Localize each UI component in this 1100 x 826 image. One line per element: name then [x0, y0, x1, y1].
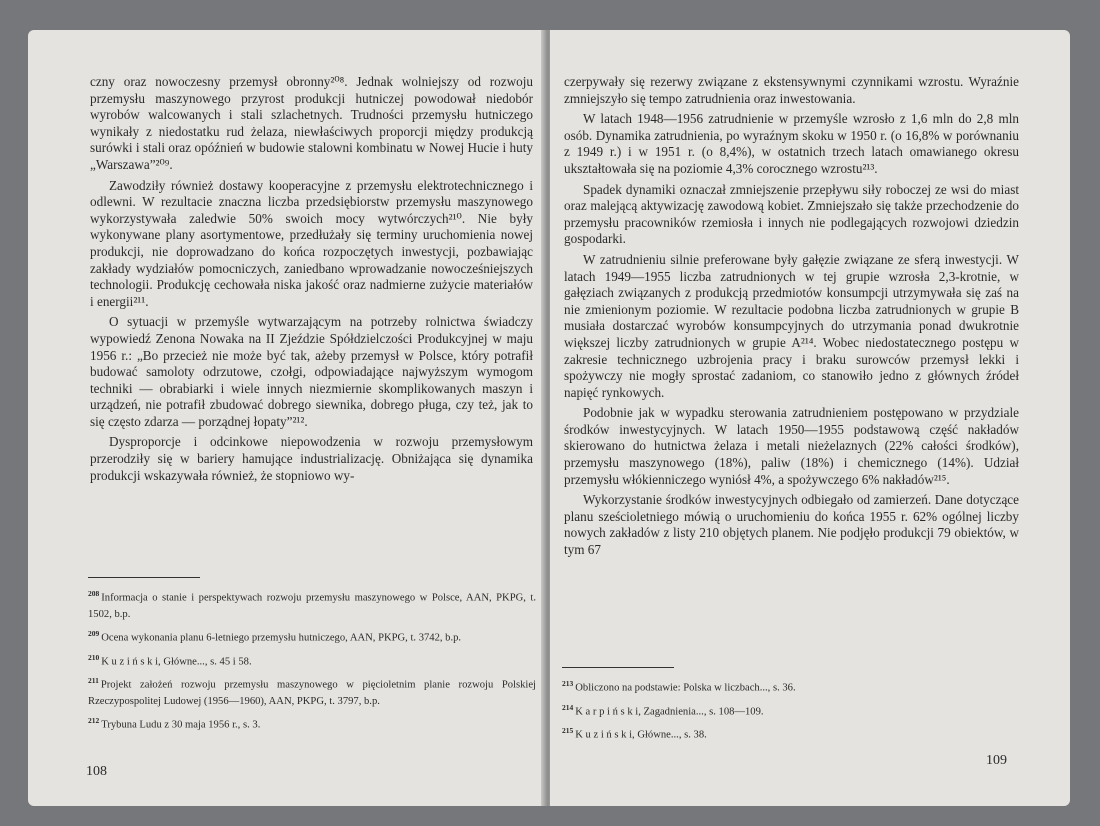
right-page	[550, 30, 1070, 806]
footnote-text: Ocena wykonania planu 6-letniego przemysłu hutniczego, AAN, PKPG, t. 3742, b.p.	[101, 632, 462, 644]
footnote-number: 212	[88, 716, 100, 726]
footnote	[562, 723, 1017, 744]
paragraph: W latach 1948—1956 zatrudnienie w przemyśle wzrosło z 1,6 mln do 2,8 mln osób. Dynamika zatrudnienia, po wyraźnym skoku w 1950 r. (o 16,8% w porównaniu z 1949 r.) i w 1951 r. (o 8,4%), w ostatnich trzech latach omawianego okresu ukształtowała się na poziomie 4,3% corocznego wzrostu²¹³.	[564, 111, 1019, 176]
footnote	[88, 713, 536, 734]
footnote-text: K u z i ń s k i, Główne..., s. 38.	[575, 730, 707, 741]
footnote	[562, 676, 1017, 697]
footnote	[88, 626, 536, 647]
footnote-text: Projekt założeń rozwoju przemysłu maszynowego w pięcioletnim planie rozwoju Polskiej Rzeczypospolitej Ludowej (1956—1960), AAN, PKPG, t. 3797, b.p.	[88, 679, 536, 708]
footnote-divider	[562, 667, 674, 668]
footnote	[88, 586, 536, 623]
footnote-number: 214	[562, 702, 574, 712]
footnote	[562, 700, 1017, 721]
footnote-number: 215	[562, 726, 574, 736]
paragraph: Wykorzystanie środków inwestycyjnych odbiegało od zamierzeń. Dane dotyczące planu sześcioletniego mówią o uruchomieniu do końca 1955 r. 62% ogólnej liczby nowych zakładów z listy 210 objętych planem. Nie podjęło produkcji 79 obiektów, w tym 67	[564, 492, 1019, 558]
paragraph: Podobnie jak w wypadku sterowania zatrudnieniem postępowano w przydziale środków inwestycyjnych. W latach 1950—1955 podstawową część nakładów skierowano do hutnictwa żelaza i metali nieżelaznych (22% całości środków), przemysłu maszynowego (18%), paliw (18%) i chemicznego (14%). Udział przemysłu włókienniczego wyniósł 4%, a spożywczego 6% nakładów²¹⁵.	[564, 405, 1019, 487]
right-footnotes	[562, 676, 1017, 747]
paragraph: W zatrudnieniu silnie preferowane były gałęzie związane ze sferą inwestycji. W latach 1949—1955 liczba zatrudnionych w tej grupie wzrosła 2,3-krotnie, w gałęziach związanych z produkcją przedmiotów konsumpcji utrzymywała się zaś na nie zmienionym poziomie. W rezultacie podobna liczba zatrudnionych w grupie B musiała dostarczać wyrobów konsumpcyjnych do utrzymania ponad dwukrotnie większej liczby zatrudnionych w grupie A²¹⁴. Wobec niedostatecznego postępu w zakresie technicznego uzbrojenia pracy i braku surowców przemysł lekki i spożywczy nie mogły sprostać zadaniom, co stanowiło jedno z głównych źródeł napięć rynkowych.	[564, 251, 1019, 400]
footnote-text: K u z i ń s k i, Główne..., s. 45 i 58.	[101, 656, 252, 668]
left-footnotes	[88, 586, 536, 737]
footnote-divider	[88, 577, 200, 578]
footnote-number: 211	[88, 676, 99, 686]
paragraph: czerpywały się rezerwy związane z ekstensywnymi czynnikami wzrostu. Wyraźnie zmniejszyło się tempo zatrudnienia oraz inwestowania.	[564, 74, 1019, 106]
footnote-text: K a r p i ń s k i, Zagadnienia..., s. 108—109.	[575, 706, 764, 718]
paragraph: Spadek dynamiki oznaczał zmniejszenie przepływu siły roboczej ze wsi do miast oraz malejącą aktywizację zawodową kobiet. Zmniejszało się także przechodzenie do przemysłu pracowników rzemiosła i innych nie podlegających rozwojowi dziedzin gospodarki.	[564, 181, 1019, 247]
footnote-text: Trybuna Ludu z 30 maja 1956 r., s. 3.	[101, 719, 261, 731]
paragraph: O sytuacji w przemyśle wytwarzającym na potrzeby rolnictwa świadczy wypowiedź Zenona Nowaka na II Zjeździe Spółdzielczości Produkcyjnej w maju 1956 r.: „Bo przecież nie może być tak, ażeby przemysł w Polsce, który potrafił budować samoloty odrzutowe, czołgi, odpowiadające najwyższym wymogom techniki — obrabiarki i wiele innych niezmiernie skomplikowanych maszyn i urządzeń, nie potrafił zbudować dobrego siewnika, dobrego pługa, czy też, jak to się często zdarza — porządnej łopaty”²¹².	[90, 314, 533, 429]
footnote-text: Informacja o stanie i perspektywach rozwoju przemysłu maszynowego w Polsce, AAN, PKPG, t. 1502, b.p.	[88, 592, 536, 620]
paragraph: czny oraz nowoczesny przemysł obronny²⁰⁸. Jednak wolniejszy od rozwoju przemysłu maszynowego przyrost produkcji hutniczej powodował niedobór wyrobów walcowanych i stali szlachetnych. Trudności przemysłu hutniczego wynikały z niedostatku rud żelaza, niewłaściwych proporcji między produkcją surówki i stali oraz opóźnień w budowie stalowni kombinatu w Nowej Hucie i huty „Warszawa”²⁰⁹.	[90, 74, 533, 172]
paragraph: Zawodziły również dostawy kooperacyjne z przemysłu elektrotechnicznego i odlewni. W rezultacie znaczna liczba przedsiębiorstw przemysłu maszynowego wykorzystywała zaledwie 50% swoich mocy wytwórczych²¹⁰. Nie były wykonywane plany asortymentowe, przedłużały się terminy uruchomienia nowej produkcji, nie doprowadzano do końca rozpoczętych inwestycji, pozbawiając zakłady wydziałów pomocniczych, zaniedbano wprowadzanie nowocześniejszych technologii. Produkcję cechowała niska jakość oraz nadmierne zużycie materiałów i energii²¹¹.	[90, 177, 533, 309]
footnote-number: 208	[88, 589, 100, 598]
footnote	[88, 650, 536, 671]
left-body-text	[90, 74, 533, 488]
page-number: 109	[986, 753, 1007, 768]
page-number: 108	[86, 764, 107, 779]
left-page	[28, 30, 546, 806]
right-body-text	[564, 74, 1019, 563]
footnote	[88, 673, 536, 710]
paragraph: Dysproporcje i odcinkowe niepowodzenia w rozwoju przemysłowym przerodziły się w bariery hamujące industrializację. Obniżająca się dynamika produkcji wskazywała również, że stopniowo wy-	[90, 434, 533, 483]
footnote-number: 213	[562, 679, 574, 688]
footnote-number: 210	[88, 652, 100, 662]
footnote-number: 209	[88, 628, 100, 638]
footnote-text: Obliczono na podstawie: Polska w liczbach..., s. 36.	[575, 682, 796, 694]
